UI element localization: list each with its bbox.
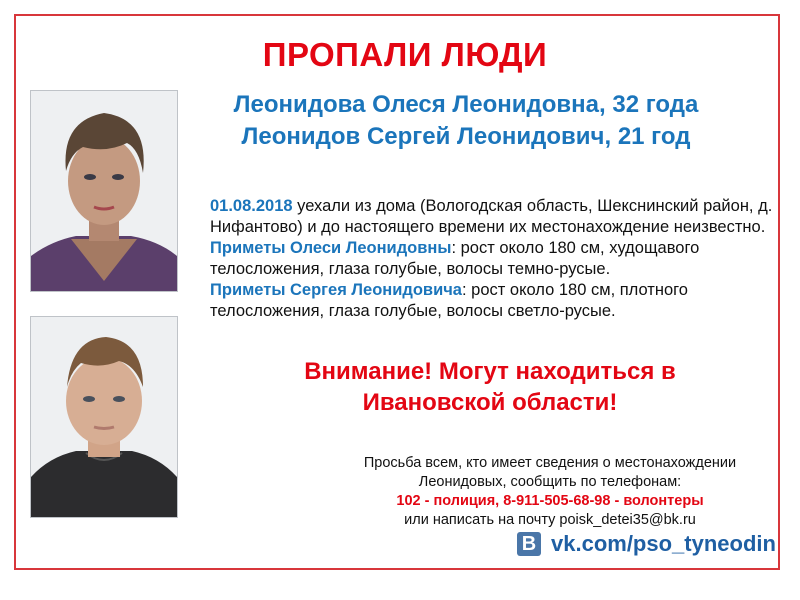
signs1-label: Приметы Олеси Леонидовны <box>210 239 452 257</box>
vk-link[interactable]: vk.com/pso_tyneodin <box>551 531 776 556</box>
signs1-text: : рост около 180 см, худощавого телосложения, глаза голубые, волосы темно-русые. <box>210 239 700 278</box>
warning-block <box>250 356 730 418</box>
signs1-paragraph <box>210 238 780 280</box>
signs2-label: Приметы Сергея Леонидовича <box>210 281 462 299</box>
poster-title: ПРОПАЛИ ЛЮДИ <box>262 36 548 73</box>
person2-name: Леонидов Сергей Леонидович, 21 год <box>241 123 691 150</box>
departure-paragraph <box>210 196 780 238</box>
person1-photo <box>30 90 178 292</box>
signs2-text: : рост около 180 см, плотного телосложения, глаза голубые, волосы светло-русые. <box>210 281 688 320</box>
email-line: или написать на почту poisk_detei35@bk.ru <box>404 512 696 528</box>
warning-line-1: Внимание! Могут находиться в <box>304 358 676 385</box>
vk-link-block[interactable] <box>517 531 776 557</box>
phone-numbers: 102 - полиция, 8-911-505-68-98 - волонтеры <box>396 493 704 509</box>
contact-request <box>308 454 792 530</box>
request-line-2: Леонидовых, сообщить по телефонам: <box>418 474 682 490</box>
description <box>210 196 780 322</box>
person2-photo <box>30 316 178 518</box>
signs2-paragraph <box>210 280 780 322</box>
vk-logo-icon: B <box>517 532 541 556</box>
warning-line-2: Ивановской области! <box>362 389 618 416</box>
request-line-1: Просьба всем, кто имеет сведения о местонахождении <box>363 455 737 471</box>
departure-text: уехали из дома (Вологодская область, Шекснинский район, д. Нифантово) и до настоящего времени их местонахождение неизвестно. <box>210 197 773 236</box>
missing-date: 01.08.2018 <box>210 197 293 215</box>
person1-name: Леонидова Олеся Леонидовна, 32 года <box>233 91 699 118</box>
